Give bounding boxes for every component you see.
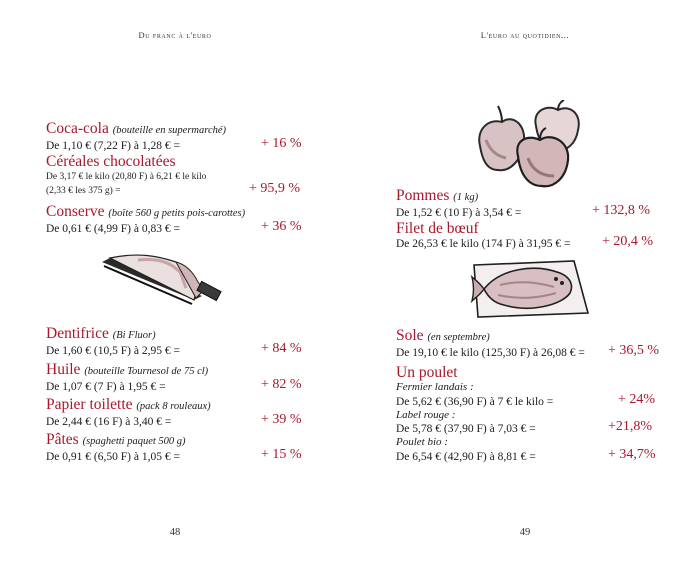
percent-increase: + 82 % <box>261 377 302 392</box>
running-head-right: L'euro au quotidien... <box>480 30 570 40</box>
item-title: Coca-cola <box>46 120 109 137</box>
variant-label: Fermier landais : <box>396 381 474 393</box>
price-line: De 5,78 € (37,90 F) à 7,03 € = <box>396 423 536 435</box>
percent-increase: + 34,7% <box>608 446 656 462</box>
item-note: (Bi Fluor) <box>112 330 156 341</box>
item-note: (en septembre) <box>427 332 490 343</box>
item-title: Céréales chocolatées <box>46 153 176 170</box>
percent-increase: + 132,8 % <box>592 203 651 218</box>
price-line: De 1,10 € (7,22 F) à 1,28 € = <box>46 140 180 152</box>
price-entry-cereales <box>46 153 308 198</box>
item-title: Conserve <box>46 203 105 220</box>
item-title: Filet de bœuf <box>396 220 479 237</box>
percent-increase: + 36 % <box>261 219 302 234</box>
variant-label: Poulet bio : <box>396 436 448 448</box>
price-line: De 1,07 € (7 F) à 1,95 € = <box>46 381 166 393</box>
item-title: Pommes <box>396 187 450 204</box>
price-line: De 6,54 € (42,90 F) à 8,81 € = <box>396 450 536 463</box>
page-number-right: 49 <box>519 527 531 538</box>
price-line: De 0,61 € (4,99 F) à 0,83 € = <box>46 223 180 235</box>
price-entry-poulet <box>396 364 658 464</box>
price-line: De 2,44 € (16 F) à 3,40 € = <box>46 416 172 428</box>
price-entry-pommes <box>396 187 658 220</box>
price-line: De 19,10 € le kilo (125,30 F) à 26,08 € = <box>396 347 585 359</box>
percent-increase: +21,8% <box>608 419 653 434</box>
price-line: De 1,52 € (10 F) à 3,54 € = <box>396 207 522 219</box>
apples-icon <box>472 100 592 192</box>
running-head-left: Du franc à l'euro <box>138 30 212 40</box>
item-title: Sole <box>396 327 424 344</box>
percent-increase: + 95,9 % <box>249 181 301 196</box>
price-line-2: (2,33 € les 375 g) = <box>46 186 121 196</box>
price-entry-sole <box>396 327 666 360</box>
right-page <box>350 0 700 578</box>
price-line: De 3,17 € le kilo (20,80 F) à 6,21 € le kilo <box>46 172 207 182</box>
price-entry-coca-cola <box>46 120 308 153</box>
price-line: De 26,53 € le kilo (174 F) à 31,95 € = <box>396 238 571 250</box>
price-entry-huile <box>46 361 308 394</box>
item-note: (bouteille en supermarché) <box>112 125 227 136</box>
percent-increase: + 84 % <box>261 341 302 356</box>
variant-label: Label rouge : <box>396 408 456 421</box>
item-note: (spaghetti paquet 500 g) <box>82 436 186 447</box>
item-note: (1 kg) <box>453 192 479 203</box>
item-note: (pack 8 rouleaux) <box>136 401 211 412</box>
percent-increase: + 24% <box>618 391 656 407</box>
toothpaste-tube-icon <box>98 248 228 308</box>
item-note: (boîte 560 g petits pois-carottes) <box>108 208 246 219</box>
item-note: (bouteille Tournesol de 75 cl) <box>84 366 209 377</box>
percent-increase: + 15 % <box>261 447 302 462</box>
item-title: Papier toilette <box>46 396 133 413</box>
price-line: De 1,60 € (10,5 F) à 2,95 € = <box>46 345 180 357</box>
sole-fish-icon <box>470 255 590 323</box>
price-line: De 5,62 € (36,90 F) à 7 € le kilo = <box>396 395 554 408</box>
price-entry-dentifrice <box>46 325 308 358</box>
percent-increase: + 36,5 % <box>608 343 660 358</box>
item-title: Dentifrice <box>46 325 109 342</box>
price-entry-conserve <box>46 203 308 236</box>
price-entry-papier-toilette <box>46 396 308 429</box>
price-line: De 0,91 € (6,50 F) à 1,05 € = <box>46 451 180 463</box>
percent-increase: + 39 % <box>261 412 302 427</box>
page-number-left: 48 <box>169 527 181 538</box>
item-title: Huile <box>46 361 81 378</box>
percent-increase: + 16 % <box>261 136 302 151</box>
item-title: Pâtes <box>46 431 79 448</box>
price-entry-pates <box>46 431 308 464</box>
item-title: Un poulet <box>396 364 458 381</box>
percent-increase: + 20,4 % <box>602 234 654 249</box>
price-entry-filet-de-boeuf <box>396 220 658 251</box>
